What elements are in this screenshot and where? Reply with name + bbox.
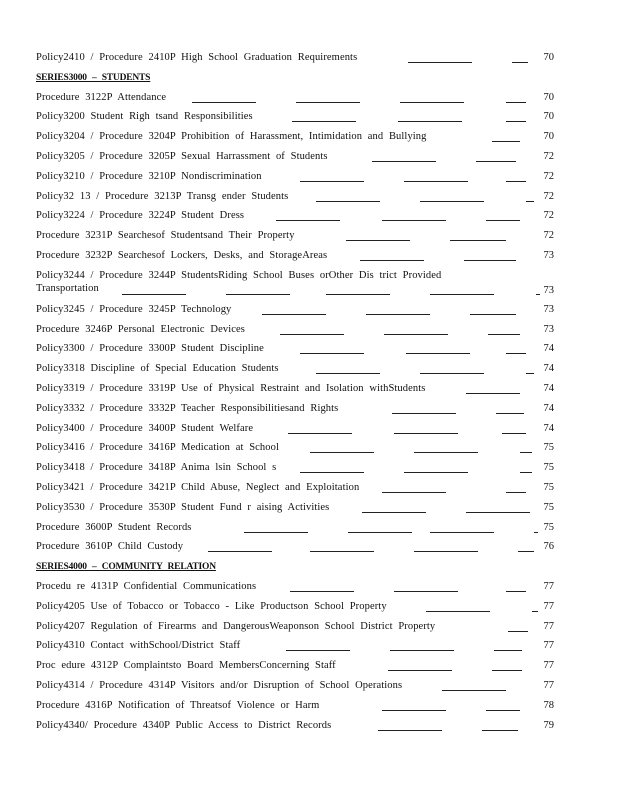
toc-page-number: 70 — [543, 111, 554, 123]
dot-leader — [486, 220, 520, 221]
toc-entry — [36, 247, 556, 267]
toc-page-number: 77 — [543, 580, 554, 592]
toc-page-number: 78 — [543, 699, 554, 711]
series-heading-text: SERIES4000 – COMMUNITY RELATION — [36, 562, 216, 573]
toc-page-number: 72 — [543, 190, 554, 202]
toc-entry — [36, 519, 556, 539]
toc-entry-title: Procedu re 4131P Confidential Communications — [36, 580, 257, 592]
toc-page-number: 74 — [543, 402, 554, 414]
toc-entry-title: Policy2410 / Procedure 2410P High School Graduation Requirements — [36, 52, 358, 63]
toc-entry — [36, 340, 556, 360]
toc-entry — [36, 618, 556, 638]
dot-leader — [262, 314, 326, 315]
dot-leader — [394, 591, 458, 592]
toc-entry — [36, 301, 556, 321]
toc-page-number: 77 — [543, 640, 554, 652]
dot-leader — [366, 314, 430, 315]
toc-entry-title: Procedure 3246P Personal Electronic Devices — [36, 323, 245, 335]
dot-leader — [316, 201, 380, 202]
dot-leader — [300, 181, 364, 182]
dot-leader — [122, 294, 186, 295]
toc-entry — [36, 697, 556, 717]
dot-leader — [494, 650, 522, 651]
toc-entry — [36, 657, 556, 677]
toc-entry-title: Policy3210 / Procedure 3210P Nondiscrimination — [36, 170, 262, 182]
dot-leader — [382, 710, 446, 711]
dot-leader — [394, 433, 458, 434]
dot-leader — [292, 121, 356, 122]
dot-leader — [450, 240, 506, 241]
toc-page-number: 72 — [543, 210, 554, 222]
dot-leader — [208, 551, 272, 552]
toc-entry — [36, 360, 556, 380]
dot-leader — [496, 413, 524, 414]
dot-leader — [506, 121, 526, 122]
dot-leader — [506, 591, 526, 592]
toc-entry — [36, 207, 556, 227]
toc-page-number: 77 — [543, 620, 554, 632]
dot-leader — [430, 294, 494, 295]
toc-entry-title: Policy3204 / Procedure 3204P Prohibition of Harassment, Intimidation and Bullying — [36, 131, 427, 143]
toc-page-number: 75 — [543, 442, 554, 454]
toc-entry — [36, 89, 556, 109]
dot-leader — [226, 294, 290, 295]
series-heading-text: SERIES3000 – STUDENTS — [36, 72, 151, 83]
toc-entry-title: Policy32 13 / Procedure 3213P Transg ender Students — [36, 190, 289, 202]
dot-leader — [532, 611, 538, 612]
toc-entry — [36, 380, 556, 400]
dot-leader — [426, 611, 490, 612]
dot-leader — [192, 102, 256, 103]
dot-leader — [404, 181, 468, 182]
table-of-contents — [36, 49, 556, 736]
toc-entry-title: Policy4207 Regulation of Firearms and DangerousWeaponson School District Property — [36, 620, 436, 632]
toc-entry-title: Policy3245 / Procedure 3245P Technology — [36, 303, 232, 315]
toc-page-number: 72 — [543, 150, 554, 162]
toc-page-number: 79 — [543, 719, 554, 731]
toc-entry-title: Procedure 4316P Notification of Threatsof Violence or Harm — [36, 699, 320, 711]
toc-entry — [36, 439, 556, 459]
toc-entry — [36, 168, 556, 188]
toc-entry-title: Procedure 3610P Child Custody — [36, 541, 184, 553]
toc-entry — [36, 188, 556, 208]
dot-leader — [408, 62, 472, 63]
dot-leader — [536, 294, 540, 295]
toc-entry-title: Procedure 3600P Student Records — [36, 521, 192, 533]
toc-entry-title: Policy4314 / Procedure 4314P Visitors and/or Disruption of School Operations — [36, 679, 403, 691]
dot-leader — [506, 353, 526, 354]
toc-entry-title: Policy4205 Use of Tobacco or Tobacco - Like Productson School Property — [36, 600, 387, 612]
series-heading — [36, 558, 556, 578]
dot-leader — [382, 492, 446, 493]
dot-leader — [316, 373, 380, 374]
dot-leader — [384, 334, 448, 335]
dot-leader — [362, 512, 426, 513]
dot-leader — [310, 551, 374, 552]
dot-leader — [406, 353, 470, 354]
dot-leader — [382, 220, 446, 221]
toc-entry — [36, 538, 556, 558]
toc-page-number: 76 — [543, 541, 554, 553]
toc-page-number: 74 — [543, 422, 554, 434]
dot-leader — [506, 492, 526, 493]
toc-page-number: 77 — [543, 660, 554, 672]
toc-entry — [36, 227, 556, 247]
dot-leader — [390, 650, 454, 651]
dot-leader — [506, 181, 526, 182]
toc-page-number: 74 — [543, 343, 554, 355]
dot-leader — [420, 373, 484, 374]
dot-leader — [276, 220, 340, 221]
dot-leader — [466, 512, 530, 513]
dot-leader — [526, 373, 534, 374]
dot-leader — [492, 670, 522, 671]
dot-leader — [280, 334, 344, 335]
toc-entry — [36, 479, 556, 499]
dot-leader — [526, 201, 534, 202]
toc-page-number: 70 — [543, 91, 554, 103]
toc-entry-title: Policy3530 / Procedure 3530P Student Fund r aising Activities — [36, 501, 330, 513]
toc-entry — [36, 677, 556, 697]
toc-page-number: 73 — [543, 249, 554, 261]
toc-entry-title: Policy3300 / Procedure 3300P Student Discipline — [36, 343, 264, 355]
toc-page-number: 74 — [543, 363, 554, 375]
toc-page-number: 73 — [543, 303, 554, 315]
dot-leader — [476, 161, 516, 162]
dot-leader — [300, 472, 364, 473]
dot-leader — [392, 413, 456, 414]
series-heading — [36, 69, 556, 89]
toc-page-number: 75 — [543, 521, 554, 533]
toc-entry-title: Policy3400 / Procedure 3400P Student Welfare — [36, 422, 254, 434]
toc-entry — [36, 459, 556, 479]
toc-page-number: 75 — [543, 462, 554, 474]
dot-leader — [348, 532, 412, 533]
toc-page-number: 70 — [543, 52, 554, 63]
toc-entry-title: Procedure 3122P Attendance — [36, 91, 167, 103]
dot-leader — [512, 62, 528, 63]
toc-entry-title: Procedure 3232P Searchesof Lockers, Desks, and StorageAreas — [36, 249, 328, 261]
toc-page-number: 75 — [543, 501, 554, 513]
dot-leader — [360, 260, 424, 261]
toc-page-number: 75 — [543, 481, 554, 493]
dot-leader — [244, 532, 308, 533]
dot-leader — [398, 121, 462, 122]
toc-page-number: 73 — [543, 284, 554, 296]
toc-page-number: 72 — [543, 230, 554, 242]
dot-leader — [414, 551, 478, 552]
toc-entry-title: Policy3421 / Procedure 3421P Child Abuse, Neglect and Exploitation — [36, 481, 360, 493]
toc-entry — [36, 499, 556, 519]
dot-leader — [502, 433, 526, 434]
dot-leader — [378, 730, 442, 731]
toc-entry-title: Policy3224 / Procedure 3224P Student Dress — [36, 210, 245, 222]
toc-entry-title: Policy4340/ Procedure 4340P Public Access to District Records — [36, 719, 332, 731]
dot-leader — [388, 670, 452, 671]
toc-entry — [36, 717, 556, 737]
toc-page-number: 72 — [543, 170, 554, 182]
dot-leader — [442, 690, 506, 691]
dot-leader — [404, 472, 468, 473]
toc-page-number: 77 — [543, 679, 554, 691]
dot-leader — [414, 452, 478, 453]
dot-leader — [486, 710, 520, 711]
dot-leader — [400, 102, 464, 103]
dot-leader — [464, 260, 516, 261]
dot-leader — [346, 240, 410, 241]
toc-entry — [36, 49, 556, 69]
toc-entry-title: Procedure 3231P Searchesof Studentsand Their Property — [36, 230, 295, 242]
toc-entry — [36, 420, 556, 440]
toc-entry-title: Policy3205 / Procedure 3205P Sexual Harrassment of Students — [36, 150, 328, 162]
dot-leader — [300, 353, 364, 354]
toc-entry-title: Policy3244 / Procedure 3244P StudentsRiding School Buses orOther Dis trict Provided Transportation — [36, 269, 442, 295]
toc-entry — [36, 108, 556, 128]
dot-leader — [518, 551, 534, 552]
dot-leader — [520, 452, 532, 453]
dot-leader — [296, 102, 360, 103]
dot-leader — [488, 334, 520, 335]
toc-entry-title: Policy3332 / Procedure 3332P Teacher Responsibilitiesand Rights — [36, 402, 339, 414]
toc-entry-title: Policy3319 / Procedure 3319P Use of Physical Restraint and Isolation withStudents — [36, 382, 426, 394]
dot-leader — [372, 161, 436, 162]
toc-entry — [36, 637, 556, 657]
dot-leader — [534, 532, 538, 533]
dot-leader — [420, 201, 484, 202]
dot-leader — [520, 472, 532, 473]
toc-entry — [36, 400, 556, 420]
toc-entry-title: Policy3418 / Procedure 3418P Anima lsin School s — [36, 462, 277, 474]
toc-entry-title: Policy4310 Contact withSchool/District Staff — [36, 640, 241, 652]
toc-entry — [36, 578, 556, 598]
dot-leader — [290, 591, 354, 592]
dot-leader — [508, 631, 528, 632]
dot-leader — [326, 294, 390, 295]
dot-leader — [470, 314, 516, 315]
toc-page-number: 74 — [543, 382, 554, 394]
dot-leader — [430, 532, 494, 533]
toc-entry — [36, 598, 556, 618]
toc-entry — [36, 267, 556, 301]
toc-entry — [36, 321, 556, 341]
dot-leader — [288, 433, 352, 434]
toc-entry-title: Proc edure 4312P Complaintsto Board MembersConcerning Staff — [36, 660, 336, 672]
dot-leader — [482, 730, 518, 731]
toc-page-number: 73 — [543, 323, 554, 335]
dot-leader — [286, 650, 350, 651]
toc-page-number: 70 — [543, 131, 554, 143]
dot-leader — [492, 141, 520, 142]
dot-leader — [466, 393, 520, 394]
toc-entry-title: Policy3318 Discipline of Special Education Students — [36, 363, 279, 375]
toc-entry-title: Policy3200 Student Righ tsand Responsibilities — [36, 111, 253, 123]
toc-entry-title: Policy3416 / Procedure 3416P Medication at School — [36, 442, 279, 454]
dot-leader — [506, 102, 526, 103]
toc-entry — [36, 128, 556, 148]
toc-entry — [36, 148, 556, 168]
dot-leader — [310, 452, 374, 453]
toc-page-number: 77 — [543, 600, 554, 612]
